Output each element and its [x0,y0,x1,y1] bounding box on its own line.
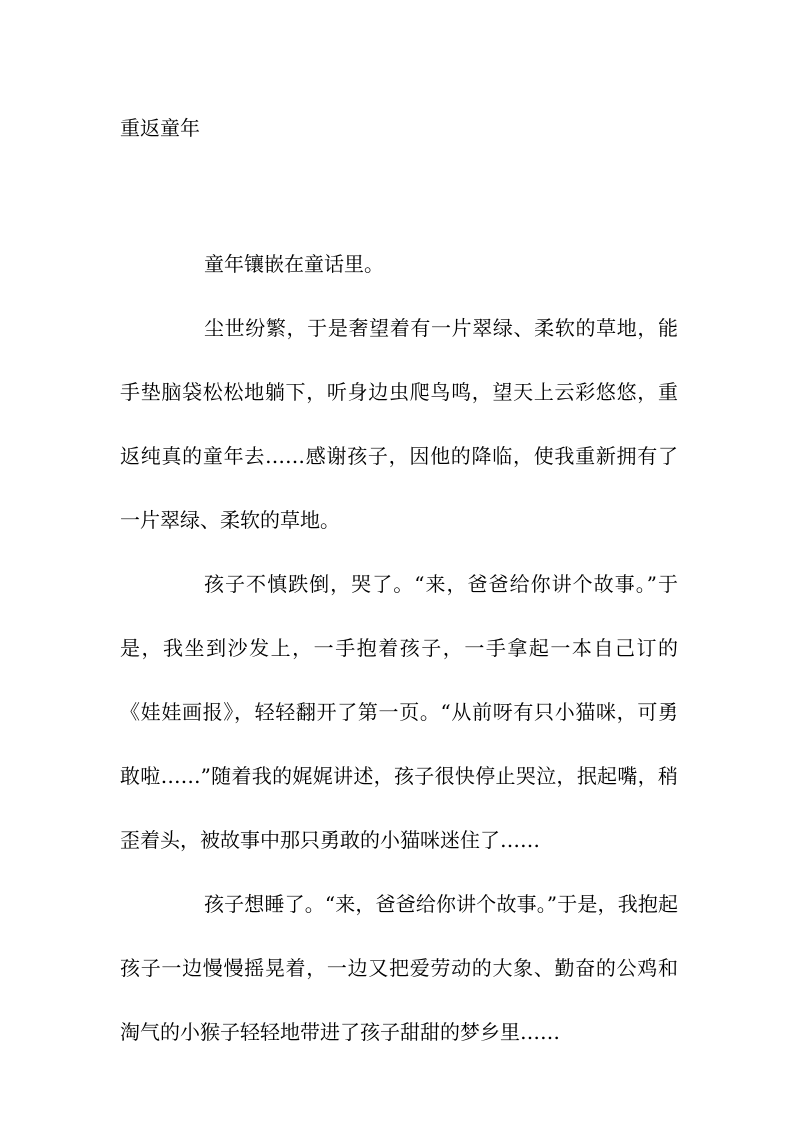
paragraph: 孩子想睡了。“来，爸爸给你讲个故事。”于是，我抱起孩子一边慢慢摇晃着，一边又把爱劳动的大象、勤奋的公鸡和淘气的小猴子轻轻地带进了孩子甜甜的梦乡里…… [120,892,678,1044]
paragraph: 尘世纷繁，于是奢望着有一片翠绿、柔软的草地，能手垫脑袋松松地躺下，听身边虫爬鸟鸣，望天上云彩悠悠，重返纯真的童年去……感谢孩子，因他的降临，使我重新拥有了一片翠绿、柔软的草地。 [120,316,678,532]
paragraph: 童年镶嵌在童话里。 [204,252,384,276]
paragraph: 孩子不慎跌倒，哭了。“来，爸爸给你讲个故事。”于是，我坐到沙发上，一手抱着孩子，一手拿起一本自己订的《娃娃画报》，轻轻翻开了第一页。“从前呀有只小猫咪，可勇敢啦……”随着我的娓娓讲述，孩子很快停止哭泣，抿起嘴，稍歪着头，被故事中那只勇敢的小猫咪迷住了…… [120,572,678,852]
document-title: 重返童年 [120,116,200,140]
document-body [120,232,678,1064]
